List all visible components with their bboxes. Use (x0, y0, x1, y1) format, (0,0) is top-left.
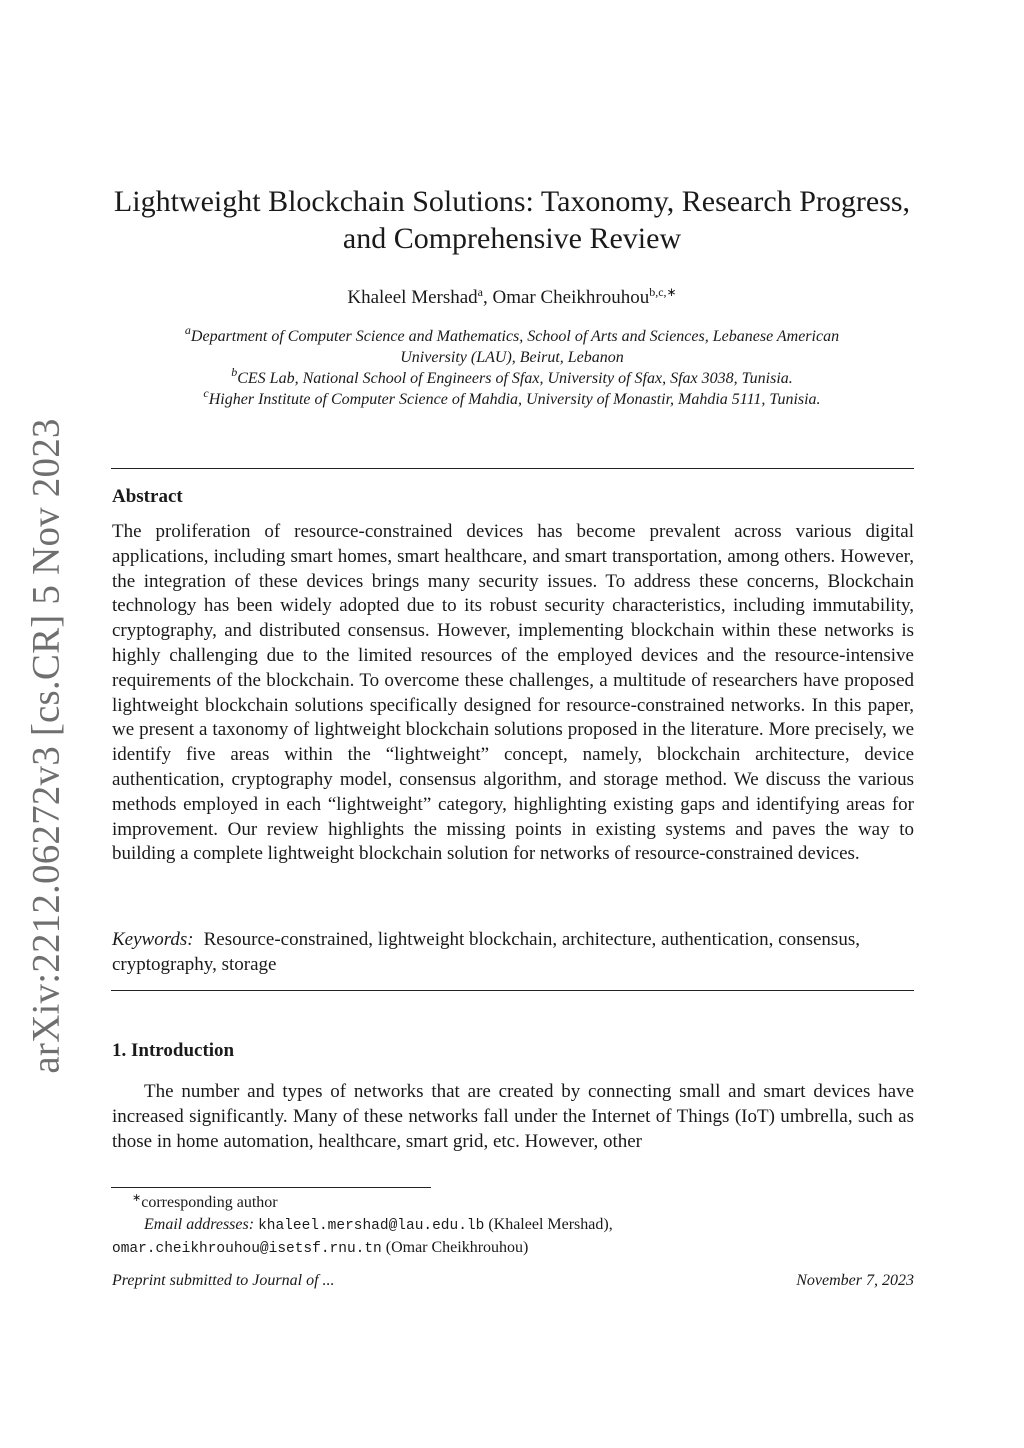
email-link[interactable]: omar.cheikhrouhou@isetsf.rnu.tn (112, 1241, 382, 1257)
title-line-1: Lightweight Blockchain Solutions: Taxonomy, Research Progress, (113, 185, 911, 218)
author-affil-mark: a (477, 285, 483, 299)
preprint-note: Preprint submitted to Journal of ... (112, 1272, 335, 1289)
affiliation-b: $^b$CES Lab, National School of Engineers of Sfax, University of Sfax, Sfax 3038, Tunisia. (231, 365, 793, 387)
author-list: Khaleel Mershad$^a$, Omar Cheikhrouhou$^{b,c,∗}$ (347, 285, 677, 308)
footnotes (112, 1192, 914, 1260)
abstract-heading: Abstract (112, 486, 183, 507)
preprint-date: November 7, 2023 (796, 1272, 914, 1289)
paper-title (100, 183, 924, 257)
footnote-corresponding: ∗corresponding author (132, 1192, 278, 1211)
affiliation-a: $^a$Department of Computer Science and Mathematics, School of Arts and Sciences, Lebanese American University (LAU), Beirut, Lebanon (184, 323, 840, 366)
arxiv-sidebar (24, 418, 68, 1074)
affiliation-c: $^c$Higher Institute of Computer Science of Mahdia, University of Monastir, Mahdia 5111, Tunisia. (203, 386, 821, 408)
email-link[interactable]: khaleel.mershad@lau.edu.lb (258, 1218, 485, 1234)
section-heading-introduction: 1. Introduction (112, 1040, 235, 1061)
footnote-rule (111, 1187, 431, 1188)
abstract-bottom-rule (111, 990, 914, 991)
abstract-text: The proliferation of resource-constrained devices has become prevalent across various digital applications, including smart homes, smart healthcare, and smart transportation, among others. However, the integration of these devices brings many security issues. To address these concerns, Blockchain technology has been widely adopted due to its robust security characteristics, including immutability, cryptography, and distributed consensus. However, implementing blockchain within these networks is highly challenging due to the limited resources of the employed devices and the resource-intensive requirements of the blockchain. To overcome these challenges, a multitude of researchers have proposed lightweight blockchain solutions specifically designed for resource-constrained networks. In this paper, we present a taxonomy of lightweight blockchain solutions proposed in the literature. More precisely, we identify five areas within the “lightweight” concept, namely, blockchain architecture, device authentication, cryptography model, consensus algorithm, and storage method. We discuss the various methods employed in each “lightweight” category, highlighting existing gaps and identifying areas for improvement. Our review highlights the missing points in existing systems and paves the way to building a complete lightweight blockchain solution for networks of resource-constrained devices. (112, 521, 914, 865)
author-affil-mark: b,c,∗ (649, 285, 677, 299)
keywords-text: Resource-constrained, lightweight blockchain, architecture, authentication, consensus, cryptography, storage (112, 929, 860, 975)
footnote-emails: Email addresses: khaleel.mershad@lau.edu.lb (Khaleel Mershad), (144, 1216, 613, 1234)
author-name: Omar Cheikhrouhou (492, 287, 650, 308)
keywords-label: Keywords: (112, 929, 194, 950)
footnote-emails-cont: omar.cheikhrouhou@isetsf.rnu.tn (Omar Cheikhrouhou) (112, 1239, 529, 1257)
introduction-text: The number and types of networks that are created by connecting small and smart devices have increased significantly. Many of these networks fall under the Internet of Things (IoT) umbrella, such as those in home automation, healthcare, smart grid, etc. However, other (112, 1081, 914, 1152)
keywords (112, 927, 914, 977)
affiliations (110, 323, 914, 410)
title-line-2: and Comprehensive Review (342, 222, 682, 255)
author-name: Khaleel Mershad (347, 287, 478, 308)
abstract-top-rule (111, 468, 914, 469)
arxiv-identifier: arXiv:2212.06272v3 [cs.CR] 5 Nov 2023 (24, 418, 68, 1074)
